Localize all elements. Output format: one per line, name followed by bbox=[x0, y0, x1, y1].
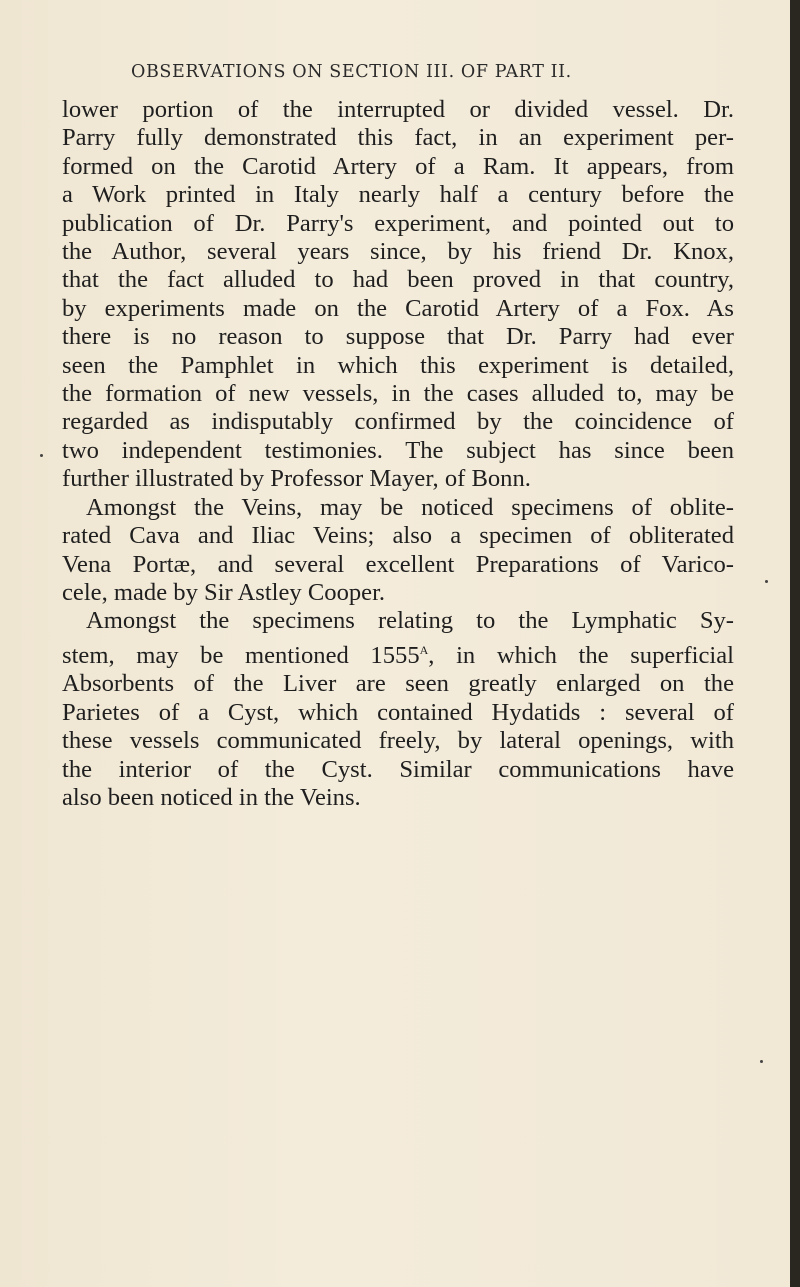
paragraph-1 bbox=[62, 96, 734, 494]
body-text bbox=[62, 96, 734, 812]
text-line: lower portion of the interrupted or divided vessel. Dr. bbox=[62, 96, 734, 123]
paragraph-2 bbox=[62, 494, 734, 608]
text-line: these vessels communicated freely, by lateral openings, with bbox=[62, 727, 734, 755]
text-line: cele, made by Sir Astley Cooper. bbox=[62, 578, 386, 606]
text-line: Amongst the Veins, may be noticed specimens of oblite- bbox=[86, 493, 734, 521]
text-line: further illustrated by Professor Mayer, of Bonn. bbox=[62, 465, 531, 493]
text-line: formed on the Carotid Artery of a Ram. It appears, from bbox=[62, 152, 734, 180]
ink-speck bbox=[40, 454, 43, 457]
punctuation: , bbox=[428, 641, 435, 669]
text-line: Amongst the specimens relating to the Lymphatic Sy- bbox=[86, 607, 734, 635]
paragraph-3 bbox=[62, 607, 734, 812]
running-header: OBSERVATIONS ON SECTION III. OF PART II. bbox=[131, 62, 572, 82]
text-line: publication of Dr. Parry's experiment, and pointed out to bbox=[62, 209, 734, 237]
footnote-superscript: A bbox=[419, 642, 429, 657]
text-line: regarded as indisputably confirmed by the coincidence of bbox=[62, 408, 734, 436]
text-line: Parry fully demonstrated this fact, in an experiment per- bbox=[62, 124, 734, 152]
text-line: Vena Portæ, and several excellent Preparations of Varico- bbox=[62, 550, 734, 578]
text-line: the formation of new vessels, in the cases alluded to, may be bbox=[62, 380, 734, 408]
text-line: seen the Pamphlet in which this experiment is detailed, bbox=[62, 351, 734, 379]
text-line: Absorbents of the Liver are seen greatly enlarged on the bbox=[62, 670, 734, 698]
text-line: the interior of the Cyst. Similar communications have bbox=[62, 755, 734, 783]
ink-speck bbox=[765, 580, 768, 583]
text-fragment: in which the superficial bbox=[456, 641, 734, 669]
text-line: that the fact alluded to had been proved in that country, bbox=[62, 266, 734, 294]
text-line: there is no reason to suppose that Dr. Parry had ever bbox=[62, 323, 734, 351]
text-line: by experiments made on the Carotid Artery of a Fox. As bbox=[62, 294, 734, 322]
text-line: also been noticed in the Veins. bbox=[62, 783, 361, 811]
text-line bbox=[62, 636, 734, 671]
text-line: rated Cava and Iliac Veins; also a specimen of obliterated bbox=[62, 522, 734, 550]
text-line: two independent testimonies. The subject has since been bbox=[62, 436, 734, 464]
text-line: the Author, several years since, by his friend Dr. Knox, bbox=[62, 238, 734, 266]
text-line: Parietes of a Cyst, which contained Hydatids : several of bbox=[62, 698, 734, 726]
text-line: a Work printed in Italy nearly half a century before the bbox=[62, 181, 734, 209]
book-spine-edge bbox=[790, 0, 800, 1287]
ink-speck bbox=[760, 1060, 763, 1063]
text-fragment: stem, may be mentioned 1555 bbox=[62, 641, 420, 669]
